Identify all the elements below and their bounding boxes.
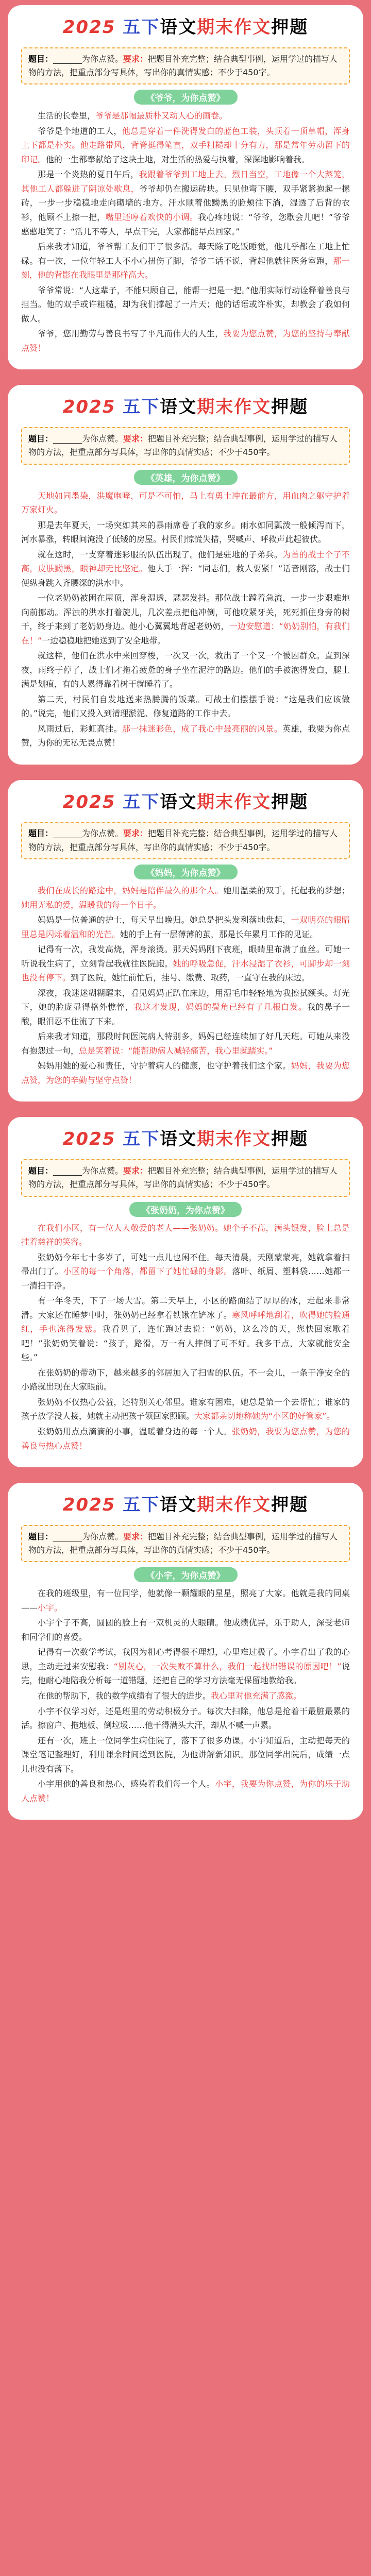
body-text: 落叶、纸屑、塑料袋……她都一一清扫干净。 <box>21 1266 350 1291</box>
body-text: 爷爷常说：“人这辈子，不能只顾自己，能帮一把是一把。”他用实际行动诠释着善良与担当。他的双手或许粗糙，却为我们撑起了一片天；他的话语或许朴实，却教会了我如何做人。 <box>21 285 350 324</box>
body-text: 张奶奶今年七十多岁了，可她一点儿也闲不住。每天清晨，天刚蒙蒙亮，她就拿着扫帚出门了。 <box>21 1252 350 1277</box>
prompt-text: 把题目补充完整；结合典型事例，运用学过的描写人物的方法，把重点部分写具体，写出你的真情实感；不少于450字。 <box>28 54 338 77</box>
title-rest: 押题 <box>271 791 309 812</box>
prompt-label: 题目： <box>28 1165 54 1176</box>
prompt-box <box>21 822 350 859</box>
essay-paragraph <box>21 649 350 691</box>
body-text: 风雨过后，彩虹高挂。 <box>38 723 122 734</box>
body-text: 就在这时，一支穿着迷彩服的队伍出现了。他们是驻地的子弟兵。 <box>38 549 283 560</box>
body-text: 小宇用他的善良和热心，感染着我们每一个人。 <box>38 1779 215 1789</box>
essay-title-wrap <box>21 470 350 485</box>
body-text: 他大手一挥：“同志们，救人要紧！”话音刚落，战士们便纵身跳入齐腰深的洪水中。 <box>21 564 350 588</box>
highlight-text: 为首的战士个子不高，皮肤黝黑，眼神却无比坚定。 <box>21 549 350 574</box>
essay-paragraph <box>21 109 350 123</box>
essay-paragraph <box>21 986 350 1029</box>
prompt-box <box>21 47 350 85</box>
essay-title-wrap <box>21 1567 350 1582</box>
body-text: 我看见了，连忙跑过去说：“奶奶，这么冷的天，您快回家歇着吧！”张奶奶笑着说：“孩子，路滑，万一有人摔倒了可不好。我多干点，大家就能安全些。” <box>21 1324 350 1363</box>
prompt-requirement-label: 要求： <box>123 828 148 839</box>
essay-paragraph <box>21 1689 350 1703</box>
body-text: 还有一次，班上一位同学生病住院了，落下了很多功课。小宇知道后，主动把每天的课堂笔记整理好，利用课余时间送到医院，为他讲解新知识。那位同学出院后，成绩一点儿也没有落下。 <box>21 1735 350 1774</box>
prompt-blank: _______为你点赞。 <box>53 54 124 64</box>
body-text: 记得有一次，我发高烧，浑身滚烫。那天妈妈刚下夜班，眼睛里布满了血丝。可她一听说我生病了，立刻背起我就往医院跑。 <box>21 944 350 969</box>
essay-paragraph <box>21 1294 350 1365</box>
highlight-text: 那一刻，他的背影在我眼里是那样高大。 <box>21 256 350 280</box>
body-text: 爷爷是个地道的工人， <box>38 126 122 136</box>
title-grade: 五下 <box>123 791 160 812</box>
prompt-text: 把题目补充完整；结合典型事例，运用学过的描写人物的方法，把重点部分写具体，写出你的真情实感；不少于450字。 <box>28 433 338 457</box>
body-text: 第二天，村民们自发地送来热腾腾的饭菜。可战士们摆摆手说：“这是我们应该做的。”说完，他们又投入到清理淤泥、修复道路的工作中去。 <box>21 694 350 719</box>
title-year: 2025 <box>62 1129 116 1150</box>
essay-paragraph <box>21 1586 350 1615</box>
body-text: 记得有一次数学考试，我因为粗心考得很不理想，心里难过极了。小宇看出了我的心思，主动走过来安慰我： <box>21 1647 350 1671</box>
highlight-text: 妈妈，我要为您点赞，为您的辛勤与坚守点赞！ <box>21 1061 350 1085</box>
essay-paragraph <box>21 283 350 326</box>
essay-title: 《小宇，为你点赞》 <box>134 1567 238 1582</box>
card-title <box>21 395 350 420</box>
title-highlight: 期末作文 <box>197 791 272 812</box>
body-text: 生活的长卷里， <box>38 111 96 121</box>
prompt-blank: _______为你点赞。 <box>53 1165 124 1176</box>
highlight-text: 那一抹迷彩色，成了我心中最亮丽的风景。 <box>122 723 283 734</box>
body-text: 小宇个子不高，圆圆的脸上有一双机灵的大眼睛。他成绩优异，乐于助人，深受老师和同学们的喜爱。 <box>21 1618 350 1642</box>
essay-title-wrap <box>21 865 350 879</box>
essay-paragraph <box>21 489 350 517</box>
essay-title-wrap <box>21 1202 350 1217</box>
highlight-text: “别灰心，一次失败不算什么，我们一起找出错误的原因吧！” <box>113 1661 342 1671</box>
essay-paragraph <box>21 1395 350 1423</box>
essay-paragraph <box>21 884 350 912</box>
highlight-text: 我这才发现，妈妈的鬓角已经有了几根白发。 <box>133 1002 307 1012</box>
essay-paragraph <box>21 1704 350 1733</box>
essay-title: 《妈妈，为你点赞》 <box>134 865 238 879</box>
highlight-text: 小宇。 <box>38 1602 63 1613</box>
essay-paragraph <box>21 1221 350 1249</box>
essay-card <box>8 1483 363 1820</box>
title-highlight: 期末作文 <box>197 1495 272 1516</box>
prompt-requirement-label: 要求： <box>123 1531 148 1541</box>
highlight-text: 寒风呼呼地刮着，吹得她的脸通红，手也冻得发紫。 <box>21 1310 350 1334</box>
essay-card <box>8 385 363 765</box>
essay-paragraph <box>21 913 350 941</box>
essay-paragraph <box>21 722 350 750</box>
body-text: 说完，他耐心地陪我分析每一道错题，还把自己的学习方法毫无保留地教给我。 <box>21 1661 350 1686</box>
highlight-text: 小区的每一个角落，都留下了她忙碌的身影。 <box>63 1266 232 1277</box>
highlight-text: 一双明亮的眼睛里总是闪烁着温和的光芒。 <box>21 915 350 939</box>
essay-paragraph <box>21 1777 350 1805</box>
body-text: 英雄，我要为你点赞，为你的无私无畏点赞！ <box>21 723 350 748</box>
essay-card <box>8 780 363 1102</box>
essay-title: 《英雄，为你点赞》 <box>134 470 238 485</box>
title-rest: 押题 <box>271 397 309 418</box>
card-title <box>21 1493 350 1518</box>
card-title <box>21 15 350 40</box>
essay-card <box>8 1117 363 1467</box>
essay-title-wrap <box>21 90 350 105</box>
essay-paragraph <box>21 1250 350 1293</box>
body-text: 小宇不仅学习好，还是班里的劳动积极分子。每次大扫除，他总是抢着干最脏最累的活。擦窗户、拖地板、倒垃圾……他干得满头大汗，却从不喊一声累。 <box>21 1706 350 1731</box>
highlight-text: 大家都亲切地称她为“小区的好管家”。 <box>194 1411 335 1421</box>
essay-title: 《爷爷，为你点赞》 <box>134 90 238 105</box>
body-text: 她的手上有一层薄薄的茧，那是长年累月工作的见证。 <box>120 929 318 939</box>
body-text: 在张奶奶的带动下，越来越多的邻居加入了扫雪的队伍。不一会儿，一条干净安全的小路就出现在大家眼前。 <box>21 1367 350 1392</box>
prompt-label: 题目： <box>28 433 54 444</box>
title-year: 2025 <box>62 1495 116 1516</box>
body-text: 后来我才知道，那段时间医院病人特别多，妈妈已经连续加了好几天班。可她从来没有抱怨过一句， <box>21 1031 350 1056</box>
title-rest: 押题 <box>271 1495 309 1516</box>
highlight-text: 她用无私的爱，温暖我的每一个日子。 <box>21 900 162 910</box>
prompt-blank: _______为你点赞。 <box>53 433 124 444</box>
highlight-text: 我跟着爷爷到工地上去。烈日当空，工地像一个大蒸笼，其他工人都躲进了阴凉处歇息， <box>21 170 350 194</box>
essay-paragraph <box>21 1425 350 1453</box>
title-highlight: 期末作文 <box>197 1129 272 1150</box>
highlight-text: 嘴里还哼着欢快的小调。 <box>105 212 198 222</box>
title-highlight: 期末作文 <box>197 17 272 38</box>
essay-body <box>21 489 350 750</box>
title-rest: 押题 <box>271 1129 309 1150</box>
essay-paragraph <box>21 1029 350 1058</box>
title-highlight: 期末作文 <box>197 397 272 418</box>
prompt-label: 题目： <box>28 1531 54 1541</box>
highlight-text: 我要为您点赞，为您的坚持与奉献点赞！ <box>21 329 350 353</box>
prompt-text: 把题目补充完整；结合典型事例，运用学过的描写人物的方法，把重点部分写具体，写出你的真情实感；不少于450字。 <box>28 828 338 852</box>
title-subject: 语文 <box>160 17 197 38</box>
highlight-text: 我们在成长的路途中，妈妈是陪伴最久的那个人。 <box>38 886 224 896</box>
title-grade: 五下 <box>123 17 160 38</box>
body-text: 深夜，我迷迷糊糊醒来，看见妈妈正趴在床边，用湿毛巾轻轻地为我擦拭额头。灯光下，她的脸庞显得格外憔悴， <box>21 988 350 1012</box>
title-grade: 五下 <box>123 1129 160 1150</box>
body-text: 一边稳稳地把她送到了安全地带。 <box>42 635 166 646</box>
essay-paragraph <box>21 1616 350 1644</box>
body-text: 那是去年夏天，一场突如其来的暴雨席卷了我的家乡。雨水如同瓢泼一般倾泻而下，河水暴涨，转眼间淹没了低矮的房屋。村民们惊慌失措，哭喊声、呼救声此起彼伏。 <box>21 520 350 545</box>
prompt-label: 题目： <box>28 828 54 839</box>
body-text: 后来我才知道，爷爷帮工友们干了很多活。每天除了吃饭睡觉，他几乎都在工地上忙碌。有一次，一位年轻工人不小心扭伤了脚，爷爷二话不说，背起他就往医务室跑， <box>21 242 350 266</box>
prompt-requirement-label: 要求： <box>123 54 148 64</box>
card-title <box>21 790 350 815</box>
essay-body <box>21 1221 350 1453</box>
essay-title: 《张奶奶，为你点赞》 <box>129 1202 242 1217</box>
essay-paragraph <box>21 327 350 355</box>
prompt-box <box>21 427 350 465</box>
highlight-text: 爷爷是那幅最质朴又动人心的画卷。 <box>95 111 228 121</box>
prompt-blank: _______为你点赞。 <box>53 828 124 839</box>
essay-paragraph <box>21 240 350 282</box>
highlight-text: 总是笑着说：“能帮助病人减轻痛苦，我心里就踏实。” <box>79 1045 273 1056</box>
body-text: 我的鼻子一酸，眼泪忍不住流了下来。 <box>21 1002 350 1026</box>
highlight-text: 一边安慰道：“奶奶别怕，有我们在！” <box>21 621 350 646</box>
highlight-text: 他总是穿着一件洗得发白的蓝色工装，头顶着一顶草帽，浑身上下都是朴实。他走路带风，背脊挺得笔直，双手粗糙却十分有力，那是常年劳动留下的印记。 <box>21 126 350 164</box>
body-text: 我心疼地说：“爷爷，您歇会儿吧！”爷爷憨憨地笑了：“活儿不等人，早点干完，大家都能早点回家。” <box>21 212 350 236</box>
essay-body <box>21 1586 350 1805</box>
body-text: 妈妈用她的爱心和责任，守护着病人的健康，也守护着我们这个家。 <box>38 1061 291 1071</box>
body-text: 一位老奶奶被困在屋顶，浑身湿透，瑟瑟发抖。那位战士蹚着急流，一步一步艰难地向前挪动。浑浊的洪水打着旋儿，几次差点把他冲倒，可他咬紧牙关，死死抓住身旁的树干，终于来到了老奶奶身边。他小心翼翼地背起老奶奶， <box>21 593 350 632</box>
essay-card <box>8 5 363 369</box>
essay-paragraph <box>21 124 350 167</box>
title-rest: 押题 <box>271 17 309 38</box>
essay-paragraph <box>21 1645 350 1688</box>
essay-paragraph <box>21 518 350 547</box>
highlight-text: 张奶奶，我要为您点赞，为您的善良与热心点赞！ <box>21 1426 350 1451</box>
essay-body <box>21 109 350 355</box>
body-text: 那是一个炎热的夏日午后， <box>38 170 139 180</box>
body-text: 张奶奶不仅热心公益，还特别关心邻里。谁家有困难，她总是第一个去帮忙；谁家的孩子放学没人接，她就主动把孩子领回家照顾。 <box>21 1397 350 1421</box>
body-text: 在他的帮助下，我的数学成绩有了很大的进步。 <box>38 1691 211 1701</box>
prompt-text: 把题目补充完整；结合典型事例，运用学过的描写人物的方法，把重点部分写具体，写出你的真情实感；不少于450字。 <box>28 1165 338 1190</box>
highlight-text: 张奶奶。她个子不高，满头银发，脸上总是挂着慈祥的笑容。 <box>21 1223 350 1247</box>
essay-paragraph <box>21 167 350 239</box>
highlight-text: 她的呼吸急促，汗水浸湿了衣衫，可脚步却一刻也没有停下。 <box>21 958 350 983</box>
title-subject: 语文 <box>160 1129 197 1150</box>
prompt-text: 把题目补充完整；结合典型事例，运用学过的描写人物的方法，把重点部分写具体，写出你的真情实感；不少于450字。 <box>28 1531 338 1555</box>
title-subject: 语文 <box>160 397 197 418</box>
body-text: 有一年冬天，下了一场大雪。第二天早上，小区的路面结了厚厚的冰，走起来非常滑。大家还在睡梦中时，张奶奶已经拿着铁锹在铲冰了。 <box>21 1296 350 1320</box>
essay-paragraph <box>21 591 350 648</box>
body-text: 在我的班级里，有一位同学，他就像一颗耀眼的星星，照亮了大家。他就是我的同桌—— <box>21 1588 350 1613</box>
body-text: 到了医院，她忙前忙后，挂号、缴费、取药，一直守在我的床边。 <box>71 973 310 983</box>
body-text: 张奶奶用点点滴滴的小事，温暖着身边的每一个人。 <box>38 1426 232 1436</box>
title-year: 2025 <box>62 17 116 38</box>
essay-paragraph <box>21 942 350 985</box>
prompt-requirement-label: 要求： <box>123 1165 148 1176</box>
prompt-label: 题目： <box>28 54 54 64</box>
body-text: 爷爷却仍在搬运砖块。只见他弯下腰，双手紧紧抱起一摞砖，一步一步稳稳地走向砌墙的地方。汗水顺着他黝黑的脸颊往下淌，湿透了后背的衣衫，他顾不上擦一把， <box>21 183 350 222</box>
essay-paragraph <box>21 1734 350 1776</box>
essay-paragraph <box>21 1059 350 1087</box>
body-text: 妈妈是一位普通的护士，每天早出晚归。她总是把头发利落地盘起， <box>38 915 291 925</box>
essay-paragraph <box>21 1366 350 1394</box>
prompt-requirement-label: 要求： <box>123 433 148 444</box>
highlight-text: 我心里对他充满了感激。 <box>211 1691 302 1701</box>
body-text: 就这样，他们在洪水中来回穿梭，一次又一次，救出了一个又一个被困群众。直到深夜，雨终于停了，战士们才拖着疲惫的身子坐在泥泞的路边。他们的手被泡得发白，腿上满是划痕，有的人累得靠着树干就睡着了。 <box>21 651 350 689</box>
prompt-box <box>21 1159 350 1197</box>
title-year: 2025 <box>62 397 116 418</box>
essay-paragraph <box>21 548 350 590</box>
highlight-text: 天地如同墨染，洪魔咆哮，可是不可怕，马上有勇士冲在最前方，用血肉之躯守护着万家灯火。 <box>21 490 350 515</box>
essay-paragraph <box>21 692 350 721</box>
body-text: 她用温柔的双手，托起我的梦想； <box>223 886 350 896</box>
prompt-blank: _______为你点赞。 <box>53 1531 124 1541</box>
essay-body <box>21 884 350 1087</box>
title-grade: 五下 <box>123 1495 160 1516</box>
title-grade: 五下 <box>123 397 160 418</box>
card-title <box>21 1127 350 1152</box>
title-year: 2025 <box>62 791 116 812</box>
title-subject: 语文 <box>160 1495 197 1516</box>
highlight-text: 小宇，我要为你点赞，为你的乐于助人点赞！ <box>21 1779 350 1803</box>
body-text: 他的一生都奉献给了这块土地，对生活的热爱与执着，深深地影响着我。 <box>46 154 310 164</box>
highlight-text: 在我们小区，有一位人人敬爱的老人—— <box>38 1223 190 1233</box>
prompt-box <box>21 1525 350 1563</box>
title-subject: 语文 <box>160 791 197 812</box>
body-text: 爷爷，您用勤劳与善良书写了平凡而伟大的人生， <box>38 329 224 339</box>
